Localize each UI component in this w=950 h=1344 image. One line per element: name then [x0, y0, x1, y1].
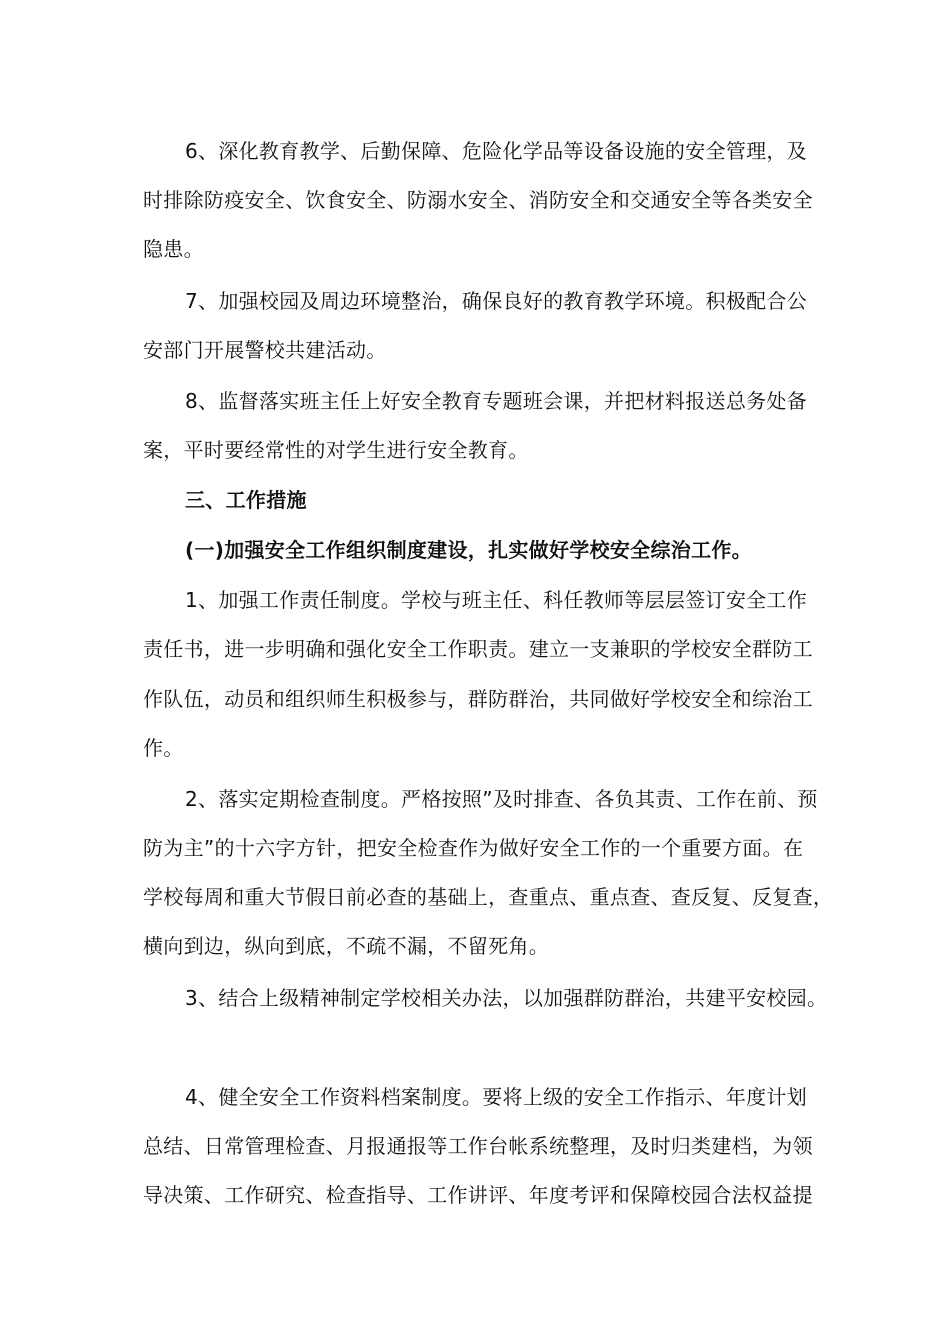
paragraph-8-line-1: 8、监督落实班主任上好安全教育专题班会课，并把材料报送总务处备	[185, 389, 808, 413]
paragraph-8-line-2: 案，平时要经常性的对学生进行安全教育。	[143, 438, 529, 462]
measure-2-line-4: 横向到边，纵向到底，不疏不漏，不留死角。	[143, 934, 549, 958]
paragraph-6-line-3: 隐患。	[143, 237, 204, 261]
paragraph-7-line-2: 安部门开展警校共建活动。	[143, 338, 387, 362]
measure-4-line-1: 4、健全安全工作资料档案制度。要将上级的安全工作指示、年度计划	[185, 1085, 808, 1109]
measure-1-line-2: 责任书，进一步明确和强化安全工作职责。建立一支兼职的学校安全群防工	[143, 637, 813, 661]
paragraph-6-line-2: 时排除防疫安全、饮食安全、防溺水安全、消防安全和交通安全等各类安全	[143, 188, 813, 212]
measure-4-line-3: 导决策、工作研究、检查指导、工作讲评、年度考评和保障校园合法权益提	[143, 1183, 813, 1207]
measure-4-line-2: 总结、日常管理检查、月报通报等工作台帐系统整理，及时归类建档，为领	[143, 1134, 813, 1158]
paragraph-7-line-1: 7、加强校园及周边环境整治，确保良好的教育教学环境。积极配合公	[185, 289, 808, 313]
measure-3-line-1: 3、结合上级精神制定学校相关办法，以加强群防群治，共建平安校园。	[185, 986, 828, 1010]
measure-1-line-1: 1、加强工作责任制度。学校与班主任、科任教师等层层签订安全工作	[185, 588, 808, 612]
measure-2-line-1: 2、落实定期检查制度。严格按照”及时排查、各负其责、工作在前、预	[185, 787, 818, 811]
measure-2-line-3: 学校每周和重大节假日前必查的基础上，查重点、重点查、查反复、反复查，	[143, 885, 834, 909]
paragraph-6-line-1: 6、深化教育教学、后勤保障、危险化学品等设备设施的安全管理，及	[185, 139, 808, 163]
measure-1-line-4: 作。	[143, 736, 184, 760]
measure-1-line-3: 作队伍，动员和组织师生积极参与，群防群治，共同做好学校安全和综治工	[143, 687, 813, 711]
sub-heading: (一)加强安全工作组织制度建设，扎实做好学校安全综治工作。	[185, 538, 752, 562]
measure-2-line-2: 防为主”的十六字方针，把安全检查作为做好安全工作的一个重要方面。在	[143, 836, 804, 860]
section-heading: 三、工作措施	[185, 488, 307, 512]
